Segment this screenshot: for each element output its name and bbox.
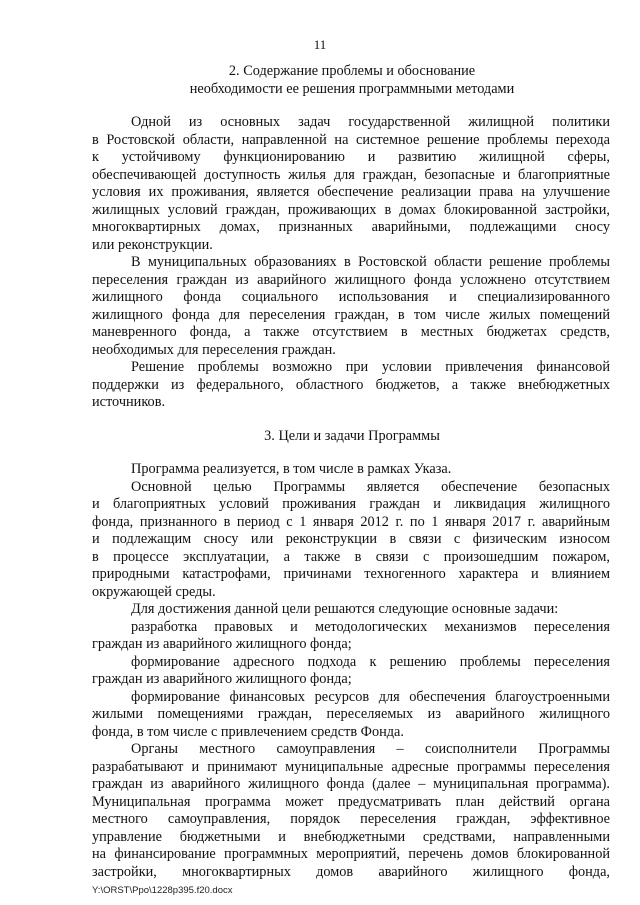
paragraph-line: в процессе эксплуатации, а также в связи с произошедшим пожаром, [92,548,610,565]
paragraph-line: жилищных условий граждан, проживающих в домах блокированной застройки, [92,201,610,218]
paragraph-line: жилищного фонда для переселения граждан, в том числе жилых помещений [92,306,610,323]
section3-heading: 3. Цели и задачи Программы [264,428,440,444]
paragraph-line: многоквартирных домах, признанных аварийными, подлежащими сносу [92,219,610,235]
paragraph-line: Органы местного самоуправления – соисполнители Программы [131,741,610,757]
page-number: 11 [313,37,327,52]
paragraph-line: переселения граждан из аварийного жилищного фонда усложнено отсутствием [92,271,610,288]
paragraph-line: источников. [92,394,166,410]
paragraph-line: Программа реализуется, в том числе в рамках Указа. [131,461,452,477]
paragraph-line: поддержки из федерального, областного бюджетов, а также внебюджетных [92,376,610,393]
paragraph-line: формирование финансовых ресурсов для обеспечения благоустроенными [131,688,610,705]
paragraph-line: Муниципальная программа может предусматривать план действий органа [92,793,610,810]
paragraph-line: Одной из основных задач государственной жилищной политики [131,114,610,130]
paragraph-line: граждан из аварийного жилищного фонда (далее – муниципальная программа). [92,776,610,792]
section2-heading-line2: необходимости ее решения программными методами [189,80,515,97]
paragraph-line: формирование адресного подхода к решению проблемы переселения [131,653,610,670]
section2-heading-line1: 2. Содержание проблемы и обоснование [228,63,476,79]
paragraph-line: Решение проблемы возможно при условии привлечения финансовой [131,359,610,375]
paragraph-line: окружающей среды. [92,583,216,600]
paragraph-line: жилыми помещениями граждан, переселяемых из аварийного жилищного [92,706,610,722]
paragraph-line: граждан из аварийного жилищного фонда; [92,671,352,687]
paragraph-line: застройки, многоквартирных домов аварийного жилищного фонда, [92,863,610,880]
paragraph-line: условия их проживания, является обеспечение реализации права на улучшение [92,184,610,200]
paragraph-line: Основной целью Программы является обеспечение безопасных [131,478,610,495]
paragraph-line: или реконструкции. [92,236,213,253]
paragraph-line: природными катастрофами, причинами техногенного характера и влиянием [92,566,610,582]
paragraph-line: управление бюджетными и внебюджетными средствами, направленными [92,828,610,845]
paragraph-line: обеспечивающей доступность жилья для граждан, безопасные и благоприятные [92,166,610,183]
paragraph-line: в Ростовской области, направленной на системное решение проблемы перехода [92,131,610,148]
paragraph-line: В муниципальных образованиях в Ростовской области решение проблемы [131,254,610,270]
paragraph-line: и подлежащим сносу или реконструкции в связи с физическим износом [92,531,610,547]
footer-file-path: Y:\ORST\Ppo\1228p395.f20.docx [92,885,233,896]
paragraph-line: на финансирование программных мероприятий, перечень домов блокированной [92,846,610,862]
paragraph-line: разрабатывают и принимают муниципальные адресные программы переселения [92,758,610,775]
paragraph-line: фонда, признанного в период с 1 января 2012 г. по 1 января 2017 г. аварийным [92,513,610,530]
paragraph-line: необходимых для переселения граждан. [92,341,336,358]
paragraph-line: разработка правовых и методологических механизмов переселения [131,618,610,635]
paragraph-line: к устойчивому функционированию и развитию жилищной сферы, [92,149,610,165]
paragraph-line: фонда, в том числе с привлечением средств Фонда. [92,723,404,740]
paragraph-line: маневренного фонда, а также отсутствием в местных бюджетах средств, [92,324,610,340]
paragraph-line: граждан из аварийного жилищного фонда; [92,636,352,652]
paragraph-line: Для достижения данной цели решаются следующие основные задачи: [131,601,559,617]
paragraph-line: и благоприятных условий проживания граждан и ликвидация жилищного [92,496,610,512]
paragraph-line: местного самоуправления, порядок переселения граждан, эффективное [92,811,610,827]
paragraph-line: жилищного фонда социального использования и специализированного [92,289,610,305]
